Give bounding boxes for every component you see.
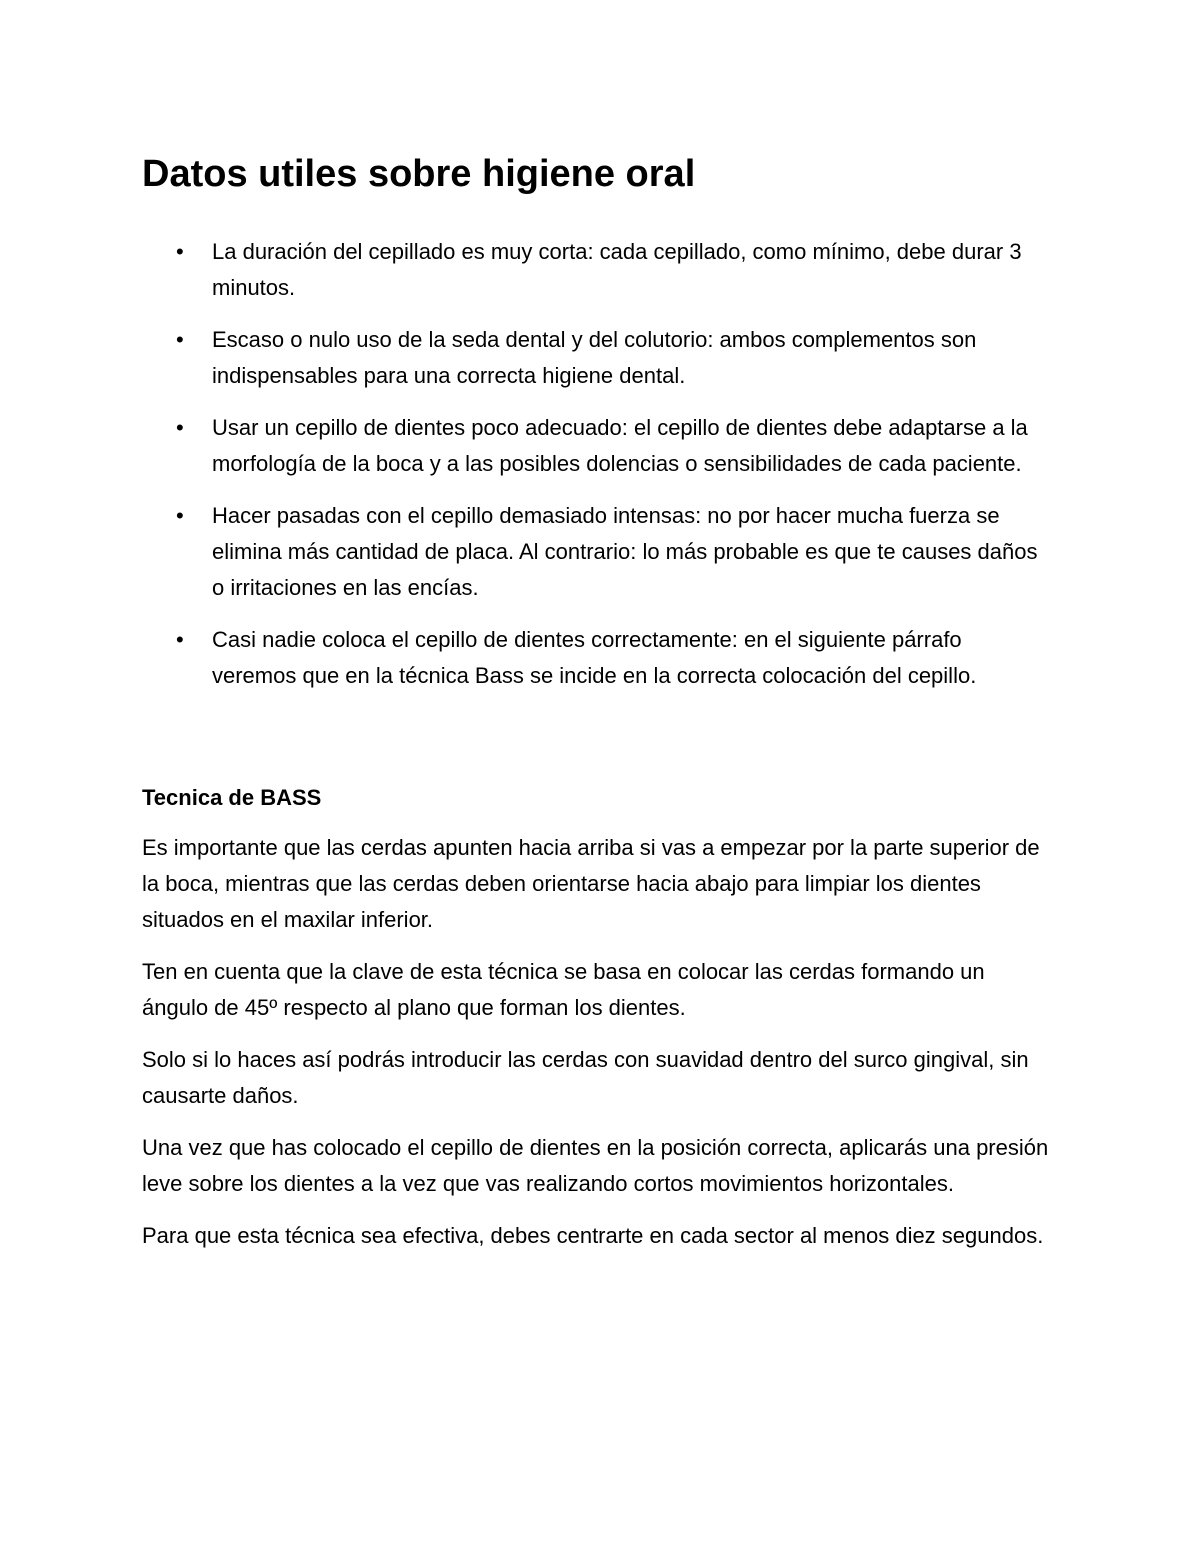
bullet-item [142, 322, 1052, 394]
bullet-dot-icon: • [176, 239, 184, 264]
paragraph: Solo si lo haces así podrás introducir las cerdas con suavidad dentro del surco gingival, sin causarte daños. [142, 1047, 1029, 1108]
bullet-item [142, 410, 1052, 482]
bullet-text: Hacer pasadas con el cepillo demasiado intensas: no por hacer mucha fuerza se elimina más cantidad de placa. Al contrario: lo más probable es que te causes daños o irritaciones en las encías. [212, 503, 1038, 600]
bullet-dot-icon: • [176, 415, 184, 440]
bullet-item [142, 622, 1052, 694]
paragraph: Una vez que has colocado el cepillo de dientes en la posición correcta, aplicarás una presión leve sobre los dientes a la vez que vas realizando cortos movimientos horizontales. [142, 1135, 1049, 1196]
document-title: Datos utiles sobre higiene oral [142, 153, 696, 195]
bass-technique-section [142, 780, 1052, 1254]
bullet-item [142, 498, 1052, 606]
bullet-text: Escaso o nulo uso de la seda dental y del colutorio: ambos complementos son indispensables para una correcta higiene dental. [212, 327, 977, 388]
bullet-dot-icon: • [176, 503, 184, 528]
bullet-dot-icon: • [176, 327, 184, 352]
bullet-text: Casi nadie coloca el cepillo de dientes correctamente: en el siguiente párrafo veremos que en la técnica Bass se incide en la correcta colocación del cepillo. [212, 627, 977, 688]
paragraph: Para que esta técnica sea efectiva, debes centrarte en cada sector al menos diez segundos. [142, 1223, 1044, 1248]
bullet-dot-icon: • [176, 627, 184, 652]
bullet-text: Usar un cepillo de dientes poco adecuado: el cepillo de dientes debe adaptarse a la morfología de la boca y a las posibles dolencias o sensibilidades de cada paciente. [212, 415, 1028, 476]
bullet-text: La duración del cepillado es muy corta: cada cepillado, como mínimo, debe durar 3 minutos. [212, 239, 1022, 300]
paragraph: Es importante que las cerdas apunten hacia arriba si vas a empezar por la parte superior de la boca, mientras que las cerdas deben orientarse hacia abajo para limpiar los dientes situados en el maxilar inferior. [142, 835, 1040, 932]
section-heading: Tecnica de BASS [142, 785, 322, 810]
bullet-list [142, 234, 1052, 694]
paragraph: Ten en cuenta que la clave de esta técnica se basa en colocar las cerdas formando un ángulo de 45º respecto al plano que forman los dientes. [142, 959, 985, 1020]
document-body [142, 148, 1052, 1270]
bullet-item [142, 234, 1052, 306]
